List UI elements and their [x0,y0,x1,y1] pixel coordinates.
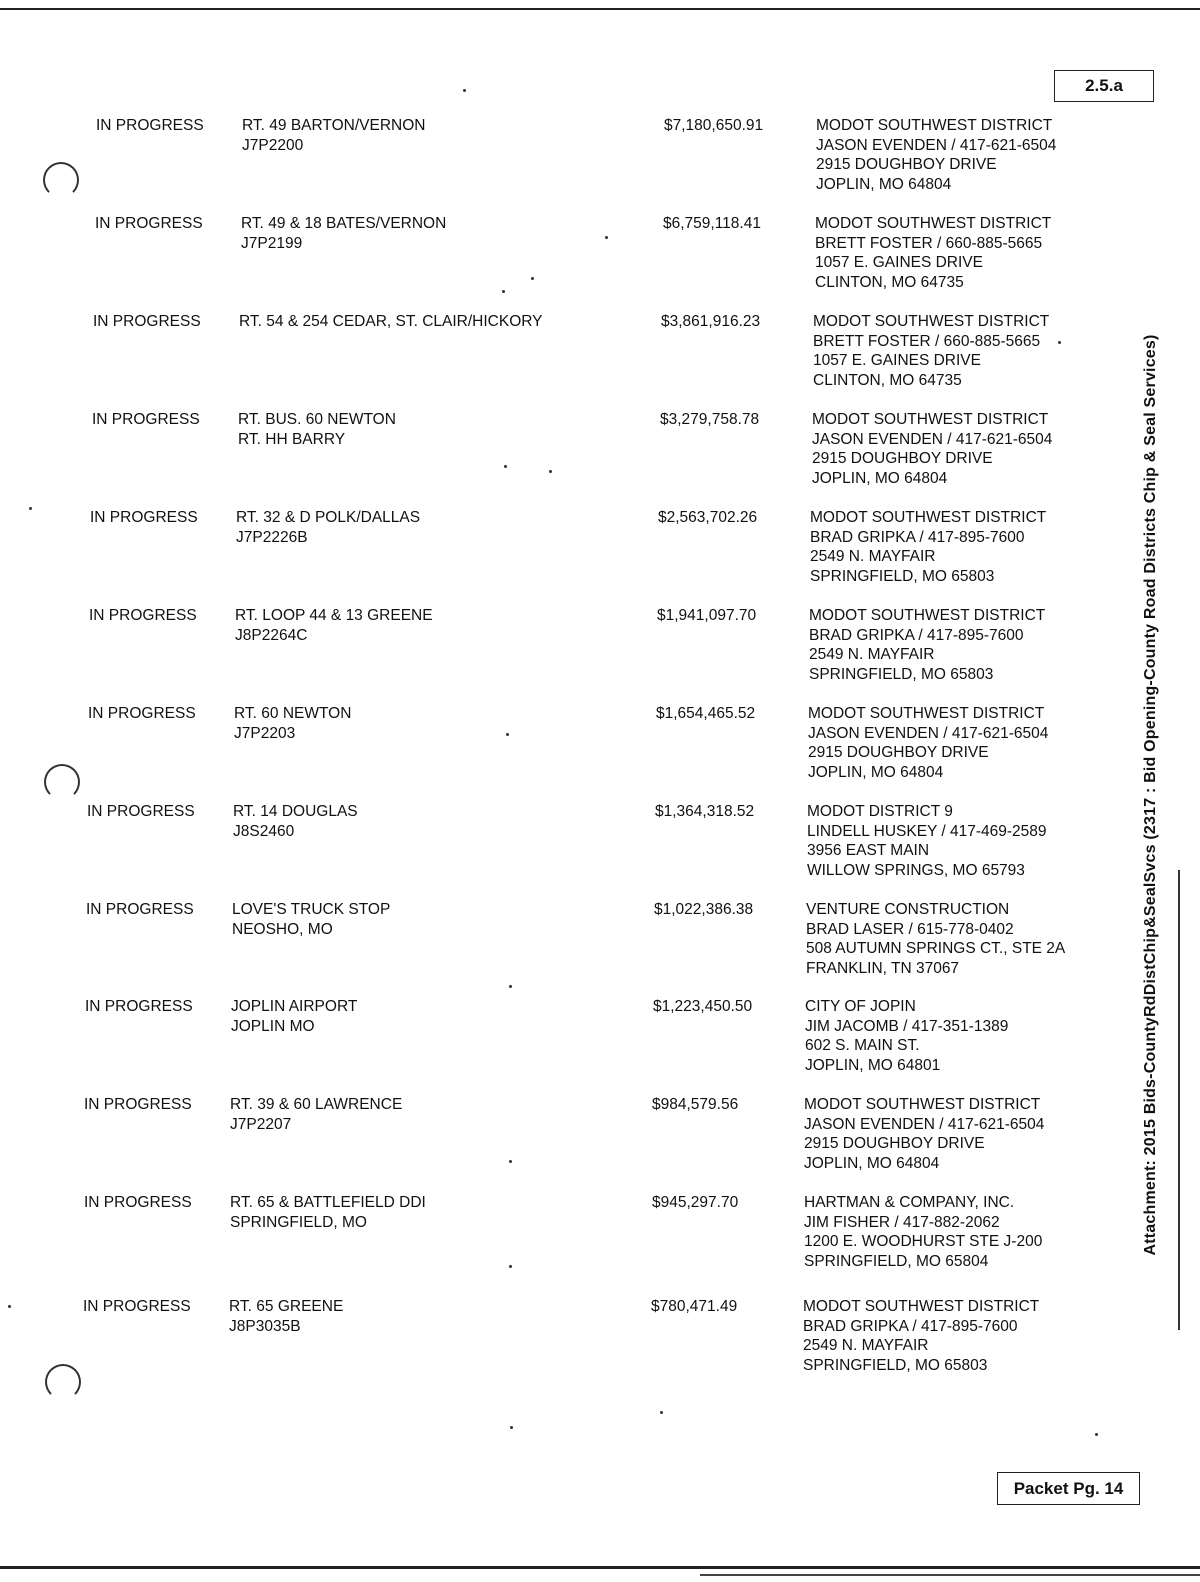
owner-contact [806,900,1065,978]
owner-contact [803,1297,1039,1375]
contact-line: WILLOW SPRINGS, MO 65793 [807,861,1025,879]
scan-speck [549,470,552,473]
project-status: IN PROGRESS [84,1096,192,1113]
project-line: J7P2207 [230,1115,292,1133]
contact-line: JASON EVENDEN / 417-621-6504 [808,724,1049,742]
section-label: 2.5.a [1054,70,1154,102]
packet-page-label: Packet Pg. 14 [997,1472,1140,1505]
project-description [236,508,420,547]
contact-line: 2549 N. MAYFAIR [809,646,935,664]
project-line: RT. 39 & 60 LAWRENCE [230,1096,403,1113]
project-line: J7P2203 [234,724,296,742]
contract-amount: $1,654,465.52 [656,705,756,722]
project-line: J8P3035B [229,1317,301,1335]
owner-contact [810,508,1046,586]
project-line: RT. LOOP 44 & 13 GREENE [235,607,433,624]
contact-line: 2549 N. MAYFAIR [810,548,936,566]
scan-speck [531,277,534,280]
top-scan-rule [0,8,1200,10]
project-line: JOPLIN AIRPORT [231,998,358,1015]
contact-line: CITY OF JOPIN [805,998,916,1015]
contact-line: BRETT FOSTER / 660-885-5665 [813,332,1041,350]
punch-hole-icon [45,1364,81,1400]
contract-amount: $1,022,386.38 [654,901,754,918]
owner-contact [816,116,1056,194]
contact-line: CLINTON, MO 64735 [813,371,962,389]
project-line: RT. 65 & BATTLEFIELD DDI [230,1194,426,1211]
owner-contact [813,312,1049,390]
owner-contact [804,1095,1044,1173]
project-status: IN PROGRESS [96,117,204,134]
contract-amount: $3,861,916.23 [661,313,761,330]
contract-amount: $1,941,097.70 [657,607,757,624]
project-description [231,997,357,1036]
project-description [230,1095,402,1134]
contact-line: JIM JACOMB / 417-351-1389 [805,1017,1009,1035]
project-line: J7P2200 [242,136,304,154]
project-status: IN PROGRESS [84,1194,192,1211]
contact-line: 2915 DOUGHBOY DRIVE [816,156,997,174]
project-description [242,116,425,155]
contact-line: JASON EVENDEN / 417-621-6504 [804,1115,1045,1133]
contract-amount: $984,579.56 [652,1096,739,1113]
project-status: IN PROGRESS [88,705,196,722]
project-line: JOPLIN MO [231,1017,315,1035]
contact-line: 2915 DOUGHBOY DRIVE [804,1135,985,1153]
contact-line: MODOT SOUTHWEST DISTRICT [813,313,1050,330]
scan-speck [504,465,507,468]
scan-speck [510,1426,513,1429]
project-description [230,1193,426,1232]
scan-speck [29,507,32,510]
punch-hole-icon [44,764,80,800]
contact-line: 3956 EAST MAIN [807,842,930,860]
owner-contact [805,997,1008,1075]
scan-speck [605,236,608,239]
contact-line: 2915 DOUGHBOY DRIVE [808,744,989,762]
contact-line: JOPLIN, MO 64804 [812,469,948,487]
owner-contact [815,214,1051,292]
contact-line: 2915 DOUGHBOY DRIVE [812,450,993,468]
contact-line: MODOT SOUTHWEST DISTRICT [803,1298,1040,1315]
contract-amount: $2,563,702.26 [658,509,758,526]
project-line: SPRINGFIELD, MO [230,1213,367,1231]
contact-line: JASON EVENDEN / 417-621-6504 [816,136,1057,154]
project-line: RT. 32 & D POLK/DALLAS [236,509,421,526]
project-description [239,312,543,332]
contact-line: SPRINGFIELD, MO 65804 [804,1252,989,1270]
project-line: LOVE'S TRUCK STOP [232,901,391,918]
contact-line: BRETT FOSTER / 660-885-5665 [815,234,1043,252]
contact-line: 1200 E. WOODHURST STE J-200 [804,1233,1043,1251]
contact-line: MODOT SOUTHWEST DISTRICT [804,1096,1041,1113]
contact-line: BRAD GRIPKA / 417-895-7600 [803,1317,1018,1335]
contact-line: JOPLIN, MO 64801 [805,1056,941,1074]
project-description [238,410,396,449]
scan-speck [509,985,512,988]
contact-line: LINDELL HUSKEY / 417-469-2589 [807,822,1047,840]
scan-speck [509,1265,512,1268]
owner-contact [804,1193,1042,1271]
scan-speck [8,1305,11,1308]
contact-line: MODOT SOUTHWEST DISTRICT [808,705,1045,722]
contact-line: MODOT DISTRICT 9 [807,803,953,820]
project-line: J8S2460 [233,822,295,840]
scan-speck [502,290,505,293]
contact-line: SPRINGFIELD, MO 65803 [803,1356,988,1374]
contact-line: MODOT SOUTHWEST DISTRICT [815,215,1052,232]
contact-line: MODOT SOUTHWEST DISTRICT [812,411,1049,428]
contact-line: SPRINGFIELD, MO 65803 [810,567,995,585]
project-status: IN PROGRESS [89,607,197,624]
contact-line: JOPLIN, MO 64804 [816,175,952,193]
project-line: NEOSHO, MO [232,920,333,938]
owner-contact [808,704,1048,782]
project-status: IN PROGRESS [93,313,201,330]
bottom-scan-rule-secondary [700,1574,1200,1576]
contact-line: 508 AUTUMN SPRINGS CT., STE 2A [806,940,1066,958]
contract-amount: $1,223,450.50 [653,998,753,1015]
project-status: IN PROGRESS [95,215,203,232]
scan-speck [509,1160,512,1163]
project-line: RT. 14 DOUGLAS [233,803,358,820]
attachment-side-label: Attachment: 2015 Bids-CountyRdDistChip&SealSvcs (2317 : Bid Opening-County Road Districts Chip & Seal Services) [1142,334,1159,1256]
contact-line: MODOT SOUTHWEST DISTRICT [809,607,1046,624]
project-line: J8P2264C [235,626,308,644]
scan-speck [506,733,509,736]
side-rule [1178,870,1180,1330]
owner-contact [807,802,1047,880]
project-status: IN PROGRESS [90,509,198,526]
contact-line: HARTMAN & COMPANY, INC. [804,1194,1015,1211]
project-description [229,1297,343,1336]
project-status: IN PROGRESS [92,411,200,428]
contact-line: JOPLIN, MO 64804 [808,763,944,781]
contract-amount: $7,180,650.91 [664,117,764,134]
project-line: J7P2199 [241,234,303,252]
owner-contact [812,410,1052,488]
project-status: IN PROGRESS [87,803,195,820]
project-line: RT. 60 NEWTON [234,705,352,722]
project-status: IN PROGRESS [83,1298,191,1315]
project-line: RT. BUS. 60 NEWTON [238,411,396,428]
contract-amount: $3,279,758.78 [660,411,760,428]
scan-speck [1058,341,1061,344]
contract-amount: $945,297.70 [652,1194,739,1211]
project-description [235,606,433,645]
project-description [233,802,358,841]
project-line: J7P2226B [236,528,308,546]
contact-line: SPRINGFIELD, MO 65803 [809,665,994,683]
project-line: RT. 54 & 254 CEDAR, ST. CLAIR/HICKORY [239,313,543,330]
scan-speck [463,89,466,92]
contact-line: 2549 N. MAYFAIR [803,1337,929,1355]
project-line: RT. 49 & 18 BATES/VERNON [241,215,447,232]
contact-line: 1057 E. GAINES DRIVE [815,254,983,272]
contact-line: JASON EVENDEN / 417-621-6504 [812,430,1053,448]
contact-line: 1057 E. GAINES DRIVE [813,352,981,370]
project-description [241,214,446,253]
contact-line: JIM FISHER / 417-882-2062 [804,1213,1000,1231]
project-description [234,704,351,743]
project-description [232,900,390,939]
contact-line: 602 S. MAIN ST. [805,1037,920,1055]
project-line: RT. HH BARRY [238,430,346,448]
contact-line: FRANKLIN, TN 37067 [806,959,960,977]
contact-line: MODOT SOUTHWEST DISTRICT [816,117,1053,134]
contact-line: MODOT SOUTHWEST DISTRICT [810,509,1047,526]
contact-line: BRAD LASER / 615-778-0402 [806,920,1014,938]
punch-hole-icon [43,162,79,198]
contract-amount: $1,364,318.52 [655,803,755,820]
project-line: RT. 49 BARTON/VERNON [242,117,426,134]
contract-amount: $6,759,118.41 [663,215,761,232]
project-status: IN PROGRESS [85,998,193,1015]
project-line: RT. 65 GREENE [229,1298,344,1315]
scan-speck [1095,1433,1098,1436]
contact-line: BRAD GRIPKA / 417-895-7600 [809,626,1024,644]
contact-line: VENTURE CONSTRUCTION [806,901,1010,918]
scan-speck [660,1411,663,1414]
owner-contact [809,606,1045,684]
bottom-scan-rule [0,1566,1200,1569]
contact-line: CLINTON, MO 64735 [815,273,964,291]
contact-line: JOPLIN, MO 64804 [804,1154,940,1172]
contract-amount: $780,471.49 [651,1298,738,1315]
contact-line: BRAD GRIPKA / 417-895-7600 [810,528,1025,546]
project-status: IN PROGRESS [86,901,194,918]
